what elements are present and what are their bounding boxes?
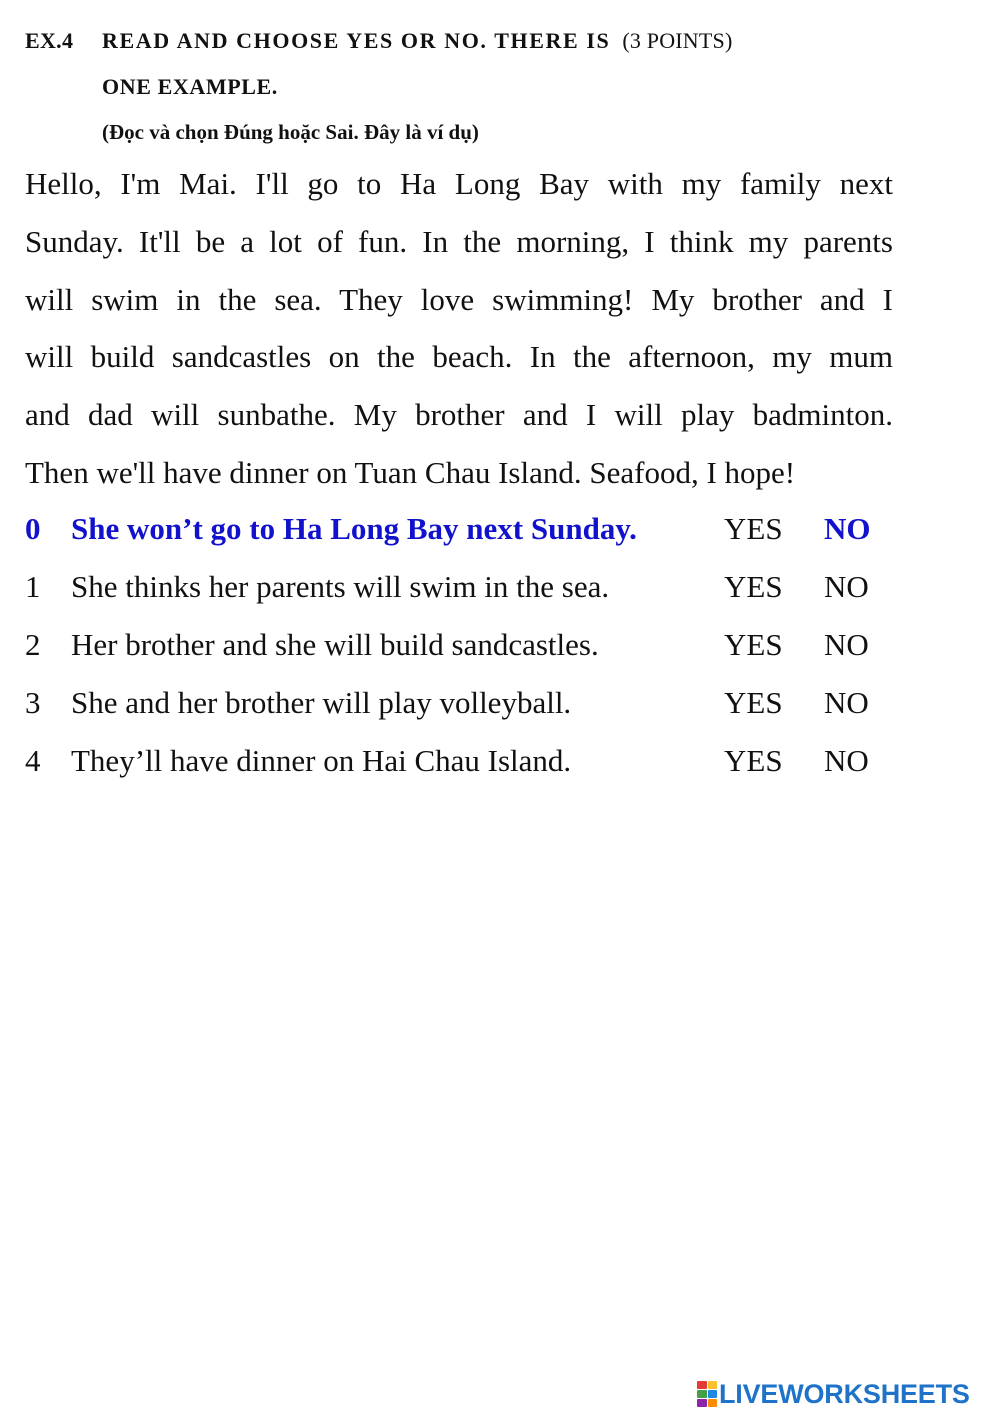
- exercise-instruction: READ AND CHOOSE YES OR NO. THERE IS: [102, 28, 611, 53]
- liveworksheets-branding: [697, 1378, 970, 1410]
- question-statement: She won’t go to Ha Long Bay next Sunday.: [71, 511, 637, 546]
- no-option[interactable]: NO: [824, 743, 869, 778]
- passage-line: Hello, I'm Mai. I'll go to Ha Long Bay with my family next: [25, 166, 893, 201]
- question-number: 0: [25, 511, 41, 546]
- passage-line: Sunday. It'll be a lot of fun. In the morning, I think my parents: [25, 223, 893, 259]
- liveworksheets-wordmark: LIVEWORKSHEETS: [719, 1378, 970, 1409]
- exercise-instruction-continued: ONE EXAMPLE.: [102, 74, 278, 99]
- question-statement: She and her brother will play volleyball.: [71, 685, 572, 720]
- question-row-4: [25, 743, 895, 789]
- question-number: 1: [25, 569, 41, 604]
- question-row-1: [25, 569, 895, 615]
- no-option-selected: NO: [824, 511, 871, 546]
- no-option[interactable]: NO: [824, 569, 869, 604]
- reading-passage: [25, 155, 893, 502]
- passage-line: will swim in the sea. They love swimming! My brother and I: [25, 281, 893, 317]
- yes-option[interactable]: YES: [724, 685, 783, 720]
- passage-line: Then we'll have dinner on Tuan Chau Island. Seafood, I hope!: [25, 454, 796, 490]
- question-row-2: [25, 627, 895, 673]
- exercise-points: (3 POINTS): [622, 28, 733, 53]
- passage-line: and dad will sunbathe. My brother and I will play badminton.: [25, 397, 893, 433]
- yes-option[interactable]: YES: [724, 569, 783, 604]
- question-row-3: [25, 685, 895, 731]
- question-number: 3: [25, 685, 41, 720]
- exercise-heading: [25, 28, 733, 54]
- question-statement: Her brother and she will build sandcastles.: [71, 627, 599, 662]
- question-number: 2: [25, 627, 41, 662]
- question-statement: They’ll have dinner on Hai Chau Island.: [71, 743, 572, 778]
- no-option[interactable]: NO: [824, 627, 869, 662]
- example-question-row: [25, 511, 895, 557]
- no-option[interactable]: NO: [824, 685, 869, 720]
- yes-option: YES: [724, 511, 783, 546]
- yes-option[interactable]: YES: [724, 743, 783, 778]
- exercise-translation: (Đọc và chọn Đúng hoặc Sai. Đây là ví dụ): [102, 120, 479, 144]
- question-number: 4: [25, 743, 41, 778]
- question-statement: She thinks her parents will swim in the sea.: [71, 569, 610, 604]
- liveworksheets-logo-icon: [697, 1381, 717, 1407]
- passage-line: will build sandcastles on the beach. In the afternoon, my mum: [25, 339, 893, 375]
- yes-option[interactable]: YES: [724, 627, 783, 662]
- exercise-number: EX.4: [25, 28, 74, 53]
